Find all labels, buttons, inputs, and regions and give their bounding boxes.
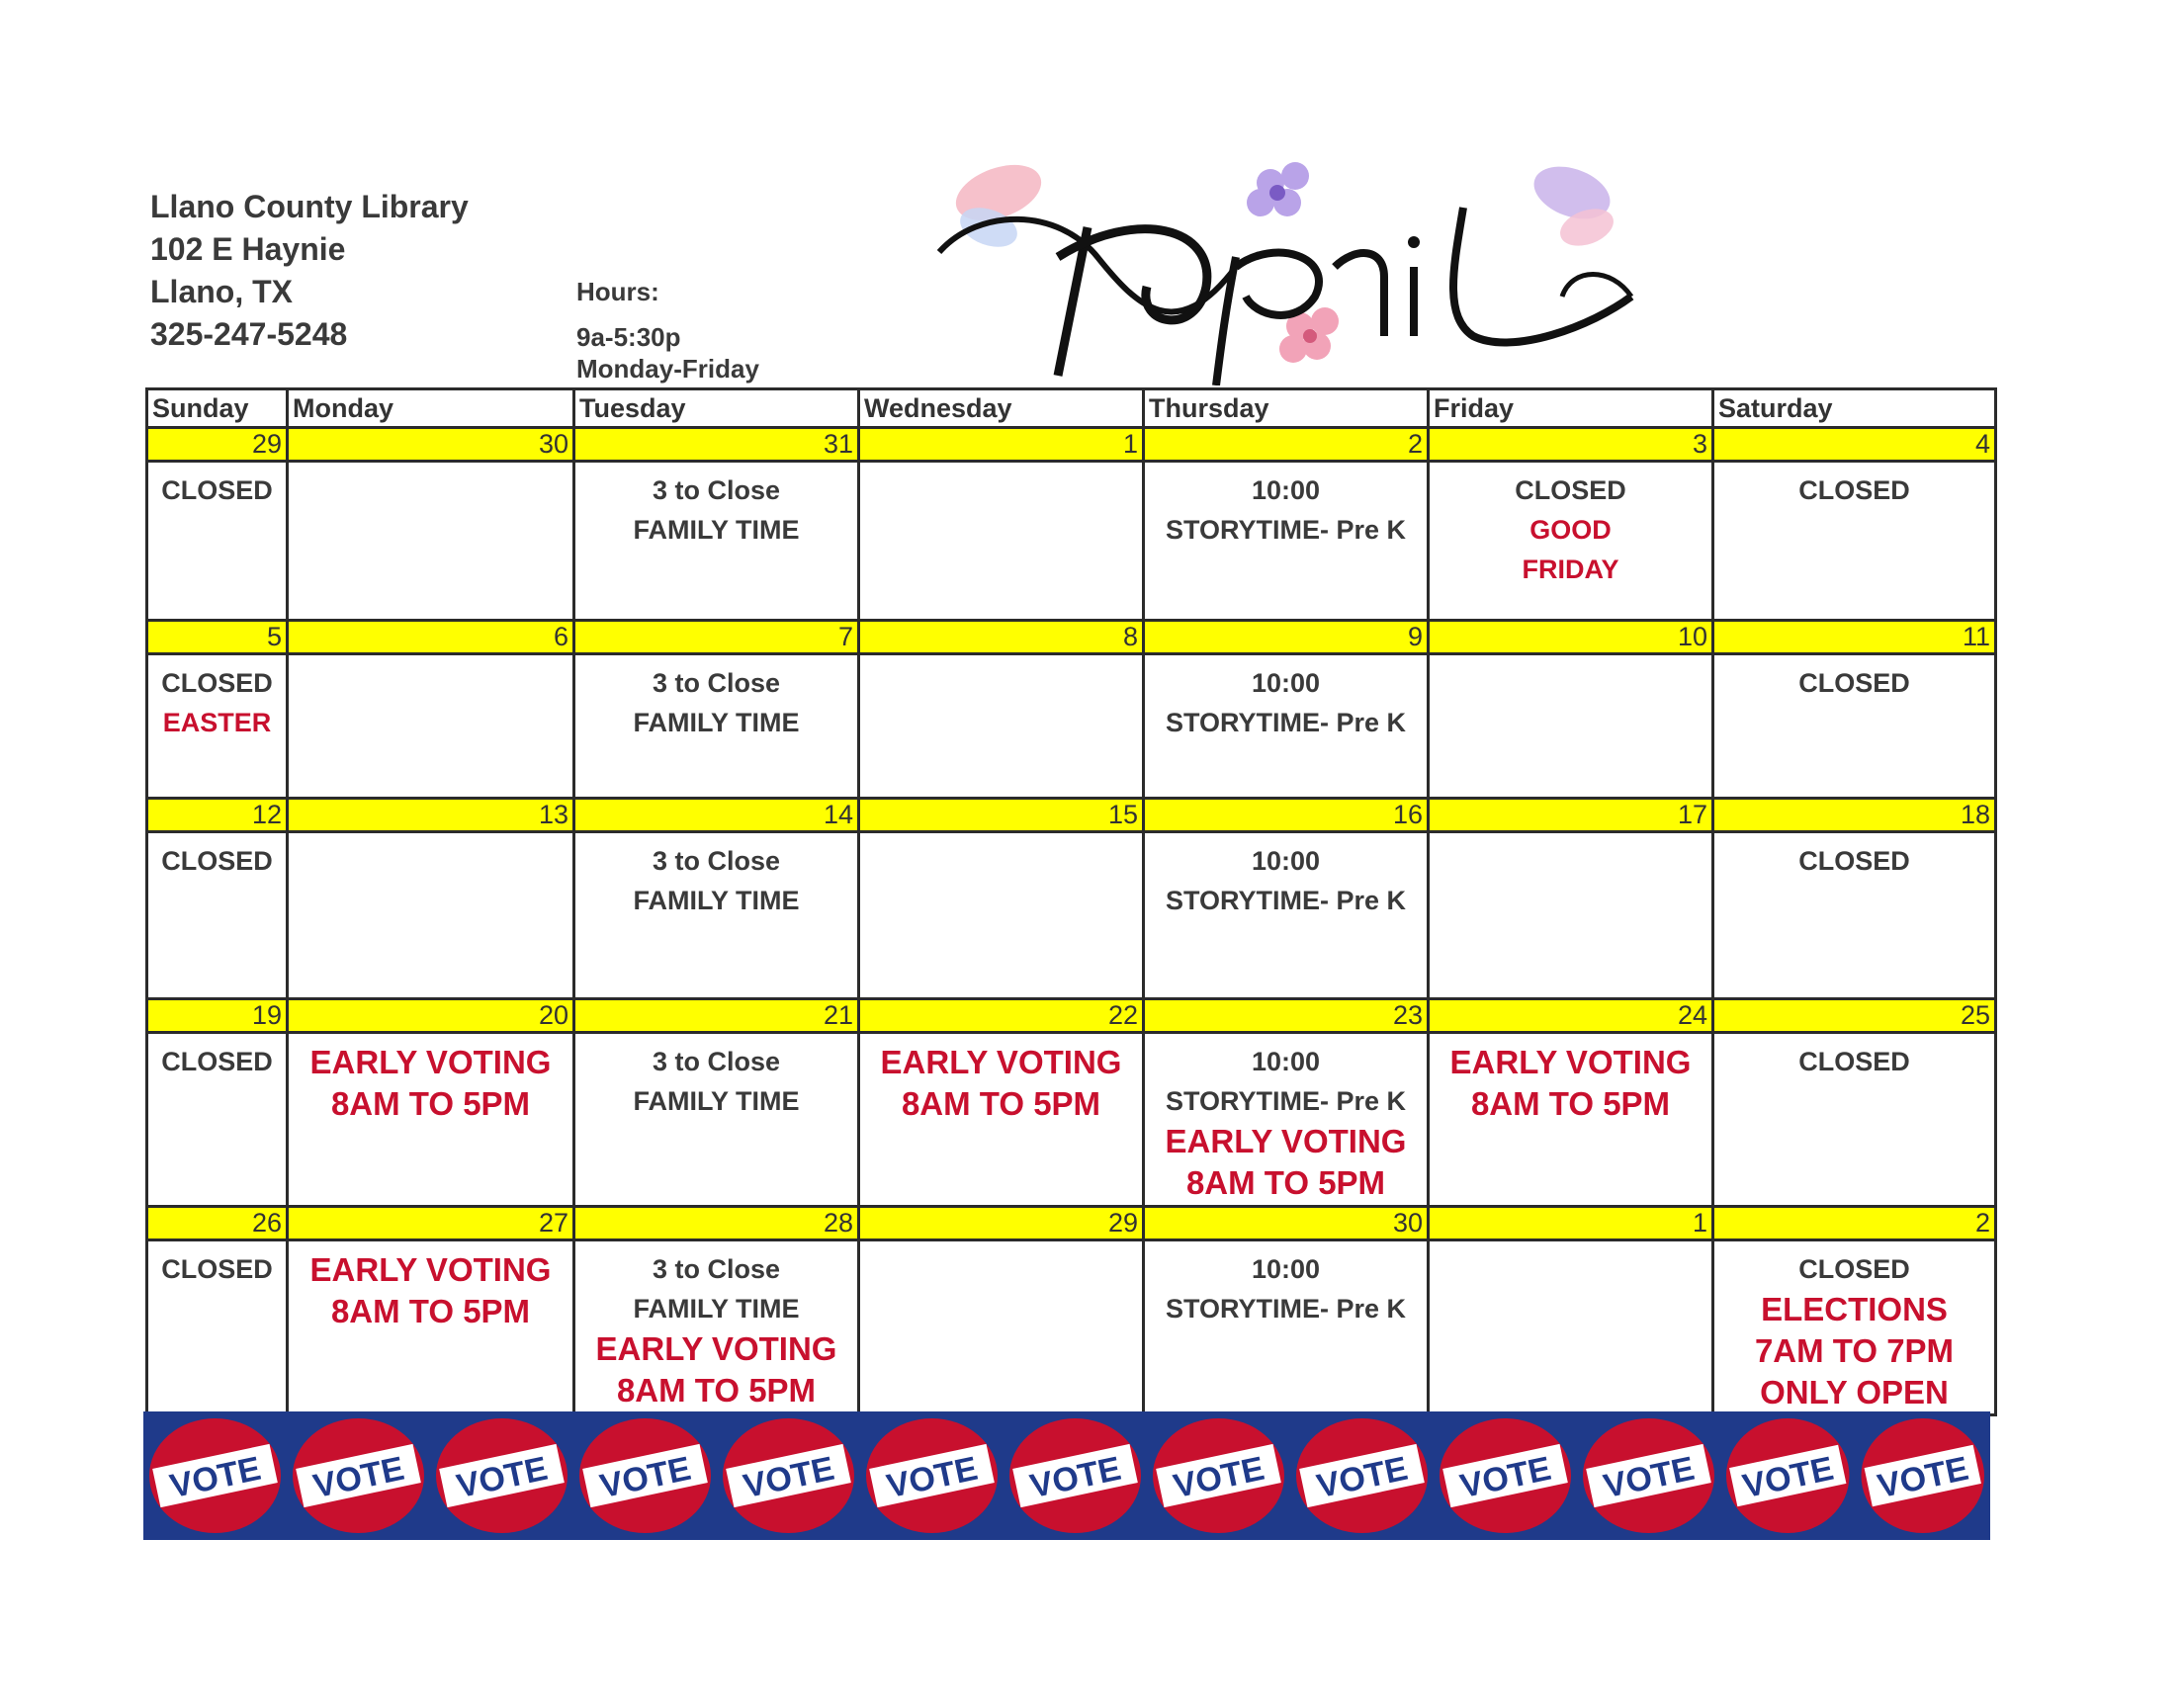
date-number: 13 [288,799,574,832]
date-number: 17 [1429,799,1713,832]
day-cell [288,832,574,999]
date-number: 2 [1713,1207,1996,1240]
day-content-row [147,1033,1996,1207]
day-cell [574,1033,859,1207]
day-event-line: STORYTIME- Pre K [1165,515,1407,545]
weekday-header: Wednesday [859,389,1144,428]
day-event-line: 10:00 [1251,846,1321,876]
date-number: 14 [574,799,859,832]
vote-word: VOTE [1313,1449,1412,1506]
vote-word: VOTE [1170,1449,1268,1506]
calendar-body [147,428,1996,1415]
day-event-line: 3 to Close [652,1047,781,1076]
date-number: 20 [288,999,574,1033]
day-cell [288,462,574,621]
day-event-line: 10:00 [1251,668,1321,698]
day-event-line: STORYTIME- Pre K [1165,708,1407,737]
day-cell [1713,1240,1996,1415]
weekday-header: Saturday [1713,389,1996,428]
day-cell [859,462,1144,621]
day-event-line: STORYTIME- Pre K [1165,1086,1407,1116]
day-event-line: EASTER [162,708,272,737]
date-number: 24 [1429,999,1713,1033]
day-cell [1429,1033,1713,1207]
day-event-line: 8AM TO 5PM [1470,1085,1671,1122]
day-cell [574,462,859,621]
date-number-row [147,428,1996,462]
vote-badge-image [1434,1411,1720,1540]
day-event-line: EARLY VOTING [595,1330,837,1367]
vote-word: VOTE [309,1449,408,1506]
day-cell [859,654,1144,799]
day-event-line: 3 to Close [652,668,781,698]
day-cell [147,654,288,799]
library-name: Llano County Library [150,189,469,224]
date-number: 31 [574,428,859,462]
day-event-line: CLOSED [161,1047,273,1076]
vote-banner [143,1411,1990,1540]
day-event-line: CLOSED [161,475,273,505]
day-content-row [147,1240,1996,1415]
calendar-table [145,387,1997,1416]
date-number: 8 [859,621,1144,654]
hours-days: Monday-Friday [576,354,759,384]
date-number: 4 [1713,428,1996,462]
day-cell [1144,462,1429,621]
day-cell [1144,1240,1429,1415]
weekday-header-row [147,389,1996,428]
day-cell [1144,832,1429,999]
flower-purple-icon [1247,162,1309,216]
butterfly-left-icon [948,154,1049,254]
library-street: 102 E Haynie [150,231,346,267]
day-cell [1429,1240,1713,1415]
date-number: 15 [859,799,1144,832]
weekday-header: Friday [1429,389,1713,428]
day-event-line: CLOSED [1798,475,1910,505]
weekday-header: Tuesday [574,389,859,428]
day-cell [859,832,1144,999]
day-event-line: ONLY OPEN [1760,1374,1949,1410]
day-content-row [147,832,1996,999]
day-event-line: CLOSED [161,668,273,698]
day-event-line: FAMILY TIME [633,708,800,737]
day-event-line: CLOSED [1798,668,1910,698]
date-number: 29 [859,1207,1144,1240]
vote-badge-image [143,1411,573,1540]
day-cell [1713,832,1996,999]
day-cell [1713,1033,1996,1207]
day-event-line: EARLY VOTING [880,1044,1122,1080]
day-cell [147,1240,288,1415]
date-number: 21 [574,999,859,1033]
day-event-line: EARLY VOTING [1449,1044,1692,1080]
vote-badge-image [1720,1411,1990,1540]
day-event-line: 10:00 [1251,475,1321,505]
day-event-line: 7AM TO 7PM [1754,1332,1955,1369]
vote-word: VOTE [1874,1449,1972,1506]
day-cell [288,1240,574,1415]
vote-word: VOTE [596,1449,695,1506]
vote-word: VOTE [1456,1449,1555,1506]
date-number: 27 [288,1207,574,1240]
day-event-line: EARLY VOTING [309,1044,552,1080]
library-info [150,186,469,356]
day-event-line: FAMILY TIME [633,515,800,545]
day-event-line: STORYTIME- Pre K [1165,886,1407,915]
vote-word: VOTE [166,1449,265,1506]
day-cell [147,1033,288,1207]
vote-word: VOTE [1026,1449,1125,1506]
vote-word: VOTE [453,1449,552,1506]
day-event-line: 8AM TO 5PM [1185,1164,1386,1201]
butterfly-right-icon [1527,157,1618,253]
hours-block [576,277,759,384]
date-number: 28 [574,1207,859,1240]
day-cell [1713,462,1996,621]
day-event-line: EARLY VOTING [1165,1123,1407,1159]
vote-word: VOTE [883,1449,982,1506]
date-number: 30 [288,428,574,462]
date-number: 10 [1429,621,1713,654]
april-logo [919,148,1661,385]
date-number: 18 [1713,799,1996,832]
day-event-line: 8AM TO 5PM [330,1085,531,1122]
day-event-line: 8AM TO 5PM [616,1372,817,1409]
date-number: 6 [288,621,574,654]
day-event-line: FRIDAY [1522,555,1619,584]
day-event-line: CLOSED [1798,1254,1910,1284]
day-cell [1429,462,1713,621]
weekday-header: Thursday [1144,389,1429,428]
day-cell [574,654,859,799]
day-event-line: 10:00 [1251,1254,1321,1284]
day-content-row [147,462,1996,621]
date-number: 22 [859,999,1144,1033]
day-cell [288,1033,574,1207]
date-number-row [147,999,1996,1033]
date-number: 2 [1144,428,1429,462]
day-event-line: ELECTIONS [1761,1291,1948,1327]
date-number: 30 [1144,1207,1429,1240]
date-number-row [147,799,1996,832]
vote-word: VOTE [740,1449,838,1506]
day-event-line: FAMILY TIME [633,1086,800,1116]
day-cell [1429,654,1713,799]
day-cell [859,1033,1144,1207]
weekday-header: Sunday [147,389,288,428]
day-event-line: CLOSED [161,1254,273,1284]
day-event-line: 8AM TO 5PM [330,1293,531,1329]
date-number: 23 [1144,999,1429,1033]
day-event-line: STORYTIME- Pre K [1165,1294,1407,1324]
day-content-row [147,654,1996,799]
date-number: 1 [1429,1207,1713,1240]
library-city: Llano, TX [150,274,293,309]
hours-label: Hours: [576,277,659,306]
day-event-line: CLOSED [161,846,273,876]
day-cell [1713,654,1996,799]
vote-badge-image [860,1411,1147,1540]
day-event-line: CLOSED [1798,846,1910,876]
date-number: 9 [1144,621,1429,654]
date-number: 1 [859,428,1144,462]
day-cell [147,462,288,621]
date-number: 5 [147,621,288,654]
day-event-line: 3 to Close [652,475,781,505]
date-number: 7 [574,621,859,654]
day-event-line: 3 to Close [652,846,781,876]
day-cell [1144,654,1429,799]
date-number: 16 [1144,799,1429,832]
date-number: 25 [1713,999,1996,1033]
day-cell [574,1240,859,1415]
day-event-line: GOOD [1529,515,1612,545]
day-cell [574,832,859,999]
vote-badge-image [1147,1411,1434,1540]
date-number: 3 [1429,428,1713,462]
vote-word: VOTE [1739,1449,1837,1506]
weekday-header: Monday [288,389,574,428]
day-event-line: CLOSED [1798,1047,1910,1076]
day-event-line: 10:00 [1251,1047,1321,1076]
date-number-row [147,1207,1996,1240]
day-event-line: 3 to Close [652,1254,781,1284]
vote-badge-image [573,1411,860,1540]
date-number: 11 [1713,621,1996,654]
day-event-line: FAMILY TIME [633,1294,800,1324]
day-cell [1429,832,1713,999]
day-cell [1144,1033,1429,1207]
day-event-line: EARLY VOTING [309,1251,552,1288]
date-number: 29 [147,428,288,462]
day-event-line: FAMILY TIME [633,886,800,915]
day-event-line: CLOSED [1515,475,1626,505]
vote-word: VOTE [1600,1449,1699,1506]
date-number: 19 [147,999,288,1033]
date-number: 12 [147,799,288,832]
hours-time: 9a-5:30p [576,322,681,352]
date-number-row [147,621,1996,654]
library-phone: 325-247-5248 [150,316,348,352]
day-event-line: 8AM TO 5PM [901,1085,1101,1122]
day-cell [288,654,574,799]
date-number: 26 [147,1207,288,1240]
day-cell [859,1240,1144,1415]
day-cell [147,832,288,999]
